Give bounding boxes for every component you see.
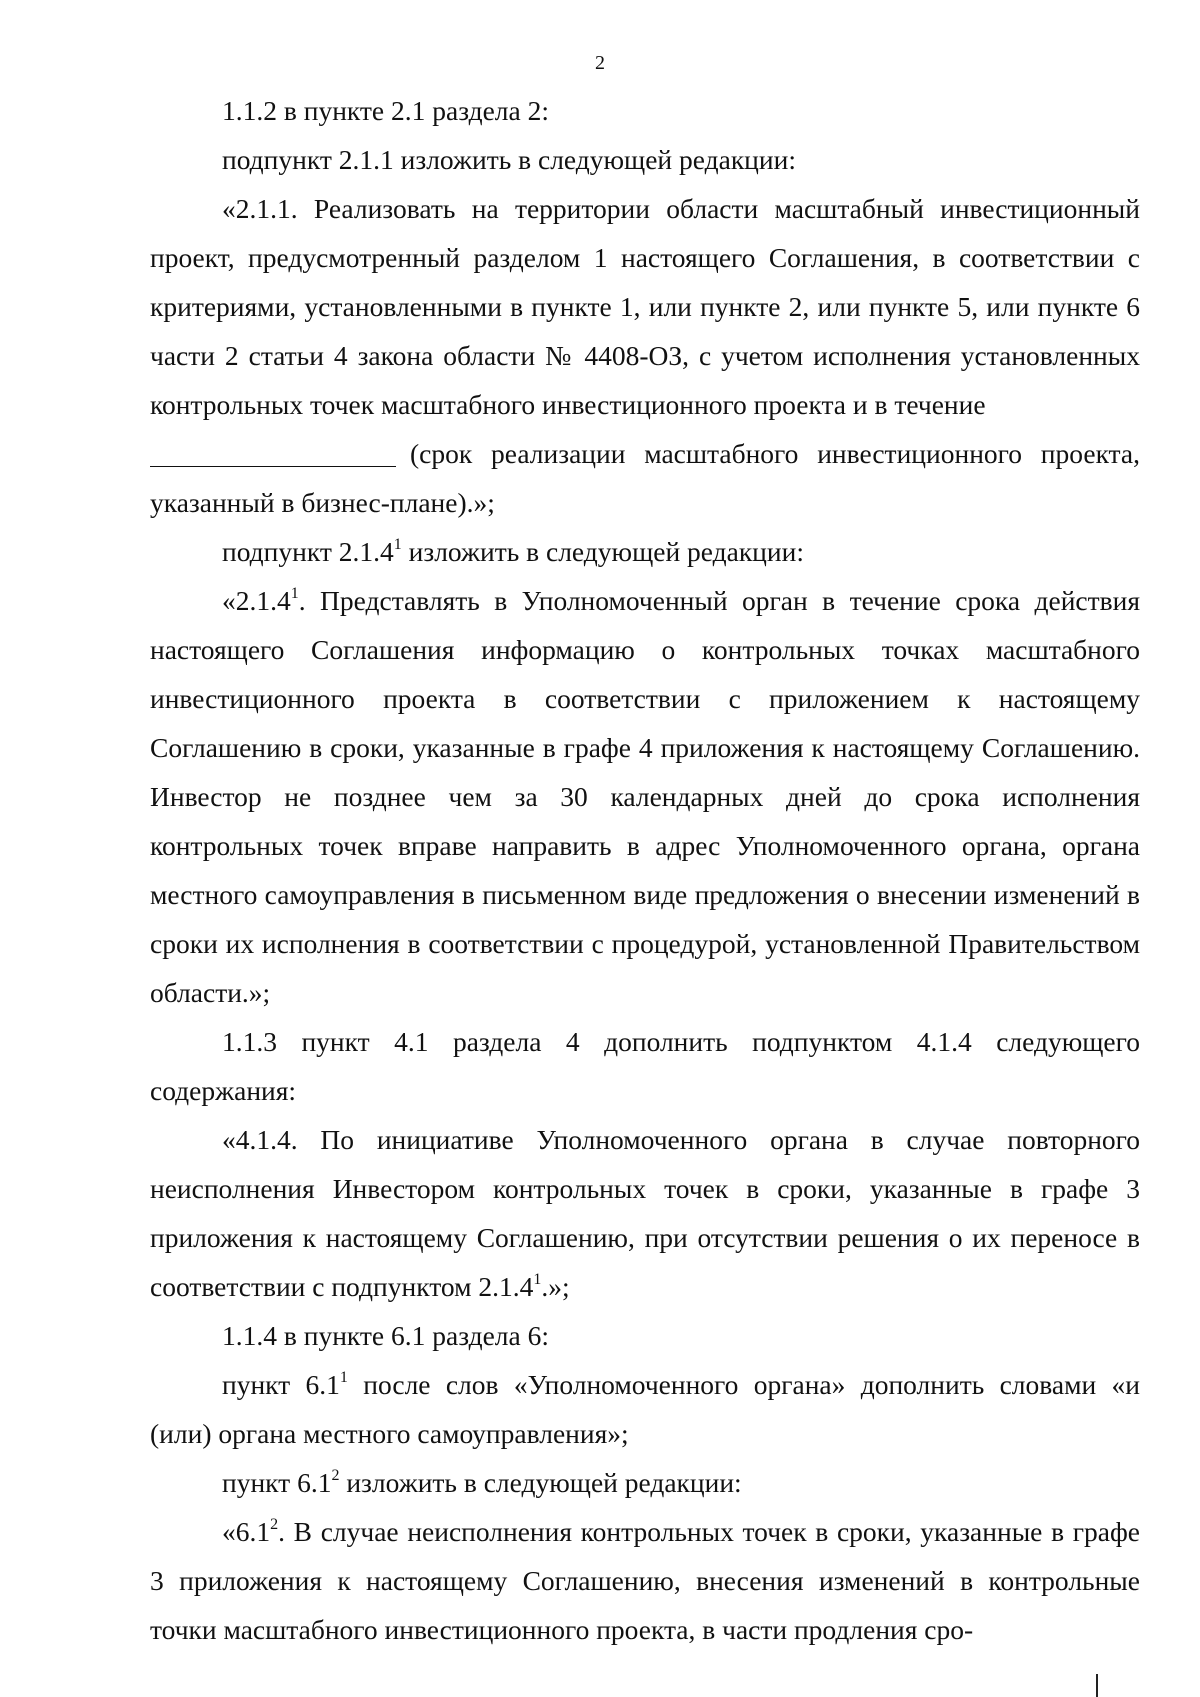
paragraph-text: пункт 6.1 [222, 1467, 332, 1498]
paragraph-text: изложить в следующей редакции: [401, 536, 804, 567]
paragraph-text: 1.1.2 в пункте 2.1 раздела 2: [222, 95, 549, 126]
paragraph [150, 1311, 1140, 1360]
paragraph-text: «6.1 [222, 1516, 271, 1547]
paragraph [150, 1115, 1140, 1311]
paragraph-text: 1.1.3 пункт 4.1 раздела 4 дополнить подпунктом 4.1.4 следующего содержания: [150, 1026, 1140, 1106]
paragraph [150, 1458, 1140, 1507]
superscript: 1 [533, 1271, 542, 1288]
paragraph-text: «4.1.4. По инициативе Уполномоченного органа в случае повторного неисполнения Инвестором контрольных точек в сроки, указанные в графе 3 приложения к настоящему Соглашению, при отсутствии решения о их переносе в соответствии с подпунктом 2.1.4 [150, 1124, 1140, 1302]
paragraph-text: подпункт 2.1.1 изложить в следующей редакции: [222, 144, 796, 175]
paragraph-text: (срок реализации масштабного инвестиционного проекта, указанный в бизнес-плане).»; [150, 438, 1140, 518]
paragraph [150, 576, 1140, 1017]
superscript: 2 [270, 1516, 279, 1533]
document-body [150, 86, 1140, 1654]
paragraph [150, 1360, 1140, 1458]
paragraph-text: после слов «Уполномоченного органа» дополнить словами «и (или) органа местного самоуправления»; [150, 1369, 1141, 1449]
paragraph-text: «2.1.4 [222, 585, 291, 616]
paragraph [150, 527, 1140, 576]
paragraph-text: «2.1.1. Реализовать на территории области масштабный инвестиционный проект, предусмотренный разделом 1 настоящего Соглашения, в соответствии с критериями, установленными в пункте 1, или пункте 2, или пункте 5, или пункте 6 части 2 статьи 4 закона области № 4408-ОЗ, с учетом исполнения установленных контрольных точек масштабного инвестиционного проекта и в течение [150, 193, 1140, 420]
superscript: 1 [290, 585, 299, 602]
paragraph-text: .»; [541, 1271, 570, 1302]
paragraph [150, 184, 1140, 429]
paragraph [150, 1017, 1140, 1115]
paragraph [150, 86, 1140, 135]
superscript: 1 [393, 536, 402, 553]
scan-mark [1096, 1674, 1098, 1697]
paragraph [150, 1507, 1140, 1654]
paragraph-text: пункт 6.1 [222, 1369, 340, 1400]
blank-field-line [150, 436, 396, 467]
paragraph-text: . В случае неисполнения контрольных точек в сроки, указанные в графе 3 приложения к настоящему Соглашению, внесения изменений в контрольные точки масштабного инвестиционного проекта, в части продления сро- [150, 1516, 1140, 1645]
superscript: 2 [331, 1467, 340, 1484]
paragraph [150, 429, 1140, 527]
paragraph [150, 135, 1140, 184]
paragraph-text: подпункт 2.1.4 [222, 536, 394, 567]
paragraph-text: . Представлять в Уполномоченный орган в течение срока действия настоящего Соглашения информацию о контрольных точках масштабного инвестиционного проекта в соответствии с приложением к настоящему Соглашению в сроки, указанные в графе 4 приложения к настоящему Соглашению. Инвестор не позднее чем за 30 календарных дней до срока исполнения контрольных точек вправе направить в адрес Уполномоченного органа, органа местного самоуправления в письменном виде предложения о внесении изменений в сроки их исполнения в соответствии с процедурой, установленной Правительством области.»; [150, 585, 1140, 1008]
paragraph-text: изложить в следующей редакции: [339, 1467, 742, 1498]
paragraph-text: 1.1.4 в пункте 6.1 раздела 6: [222, 1320, 549, 1351]
page-number: 2 [595, 52, 605, 74]
superscript: 1 [339, 1369, 348, 1386]
